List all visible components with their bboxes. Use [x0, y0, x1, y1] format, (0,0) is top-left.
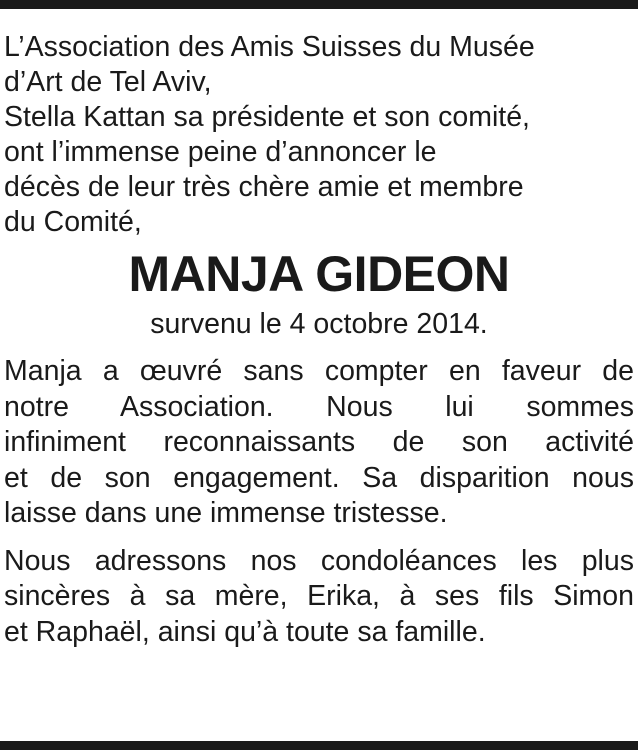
intro-line: ont l’immense peine d’annoncer le	[4, 136, 437, 168]
bottom-border-rule	[0, 741, 638, 750]
tribute-line: laisse dans une immense tristesse.	[4, 497, 448, 529]
condolences-line: et Raphaël, ainsi qu’à toute sa famille.	[4, 615, 486, 648]
condolences-line: sincères à sa mère, Erika, à ses fils Simon	[4, 580, 634, 612]
condolences-paragraph	[4, 544, 634, 651]
tribute-line: et de son engagement. Sa disparition nous	[4, 461, 634, 494]
intro-line: du Comité,	[4, 206, 142, 238]
obituary-notice	[4, 30, 634, 650]
intro-line: d’Art de Tel Aviv,	[4, 66, 212, 98]
intro-line: Stella Kattan sa présidente et son comité,	[4, 101, 530, 133]
top-border-rule	[0, 0, 638, 9]
deceased-name: MANJA GIDEON	[128, 246, 510, 302]
tribute-line: Manja a œuvré sans compter en faveur de	[4, 355, 634, 387]
condolences-line: Nous adressons nos condoléances les plus	[4, 544, 634, 577]
intro-line: L’Association des Amis Suisses du Musée	[4, 31, 535, 63]
tribute-line: infiniment reconnaissants de son activité	[4, 426, 634, 458]
death-date-line: survenu le 4 octobre 2014.	[150, 308, 488, 340]
intro-line: décès de leur très chère amie et membre	[4, 171, 524, 203]
tribute-line: notre Association. Nous lui sommes	[4, 390, 634, 423]
intro-text	[4, 30, 634, 240]
tribute-paragraph	[4, 354, 634, 532]
